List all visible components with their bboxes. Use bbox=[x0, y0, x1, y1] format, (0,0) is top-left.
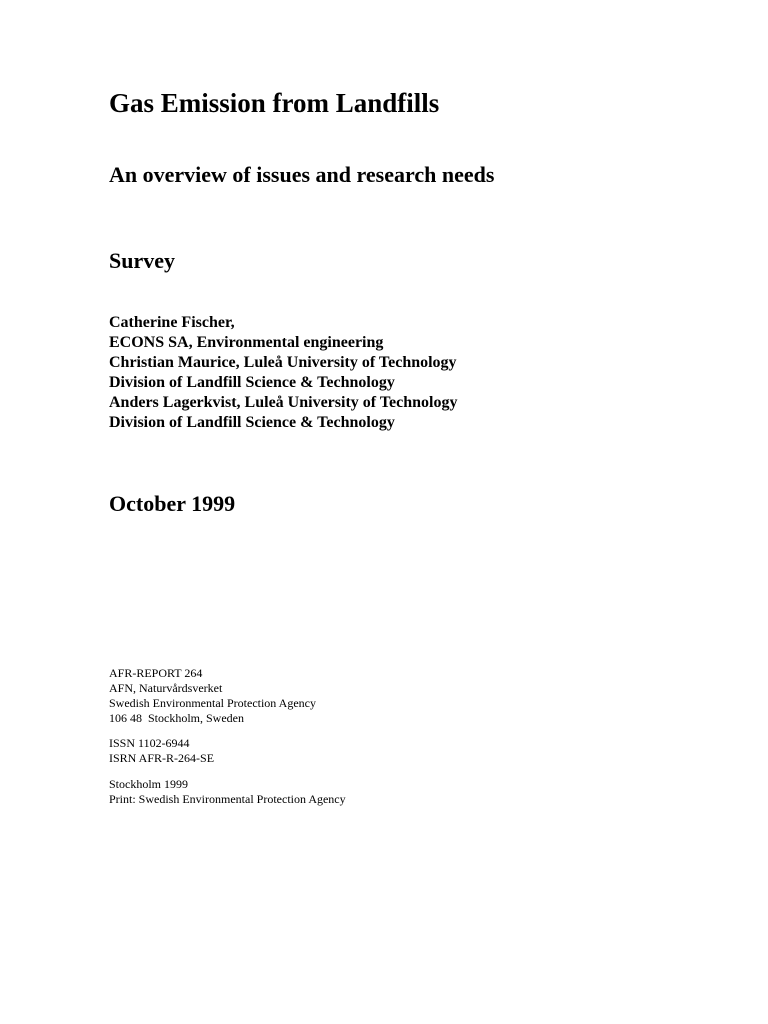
report-info-line: Swedish Environmental Protection Agency bbox=[109, 696, 316, 710]
document-subtitle: An overview of issues and research needs bbox=[109, 162, 495, 187]
author-line: Anders Lagerkvist, Luleå University of Technology bbox=[109, 394, 458, 411]
publication-date: October 1999 bbox=[109, 491, 236, 516]
author-list bbox=[109, 313, 457, 433]
issn-line: ISSN 1102-6944 bbox=[109, 736, 190, 750]
isrn-line: ISRN AFR-R-264-SE bbox=[109, 751, 215, 765]
report-info-line: 106 48 Stockholm, Sweden bbox=[109, 711, 244, 725]
report-info-line: AFR-REPORT 264 bbox=[109, 666, 203, 680]
author-line: ECONS SA, Environmental engineering bbox=[109, 334, 384, 351]
print-info bbox=[109, 777, 346, 807]
report-info bbox=[109, 666, 316, 726]
print-info-line: Stockholm 1999 bbox=[109, 777, 189, 791]
document-type: Survey bbox=[109, 248, 175, 273]
report-info-line: AFN, Naturvårdsverket bbox=[109, 681, 223, 695]
author-line: Division of Landfill Science & Technology bbox=[109, 414, 395, 431]
author-line: Division of Landfill Science & Technology bbox=[109, 374, 395, 391]
identifier-info bbox=[109, 736, 214, 766]
print-info-line: Print: Swedish Environmental Protection Agency bbox=[109, 792, 346, 806]
document-title: Gas Emission from Landfills bbox=[109, 88, 440, 118]
author-line: Catherine Fischer, bbox=[109, 314, 235, 331]
author-line: Christian Maurice, Luleå University of Technology bbox=[109, 354, 457, 371]
